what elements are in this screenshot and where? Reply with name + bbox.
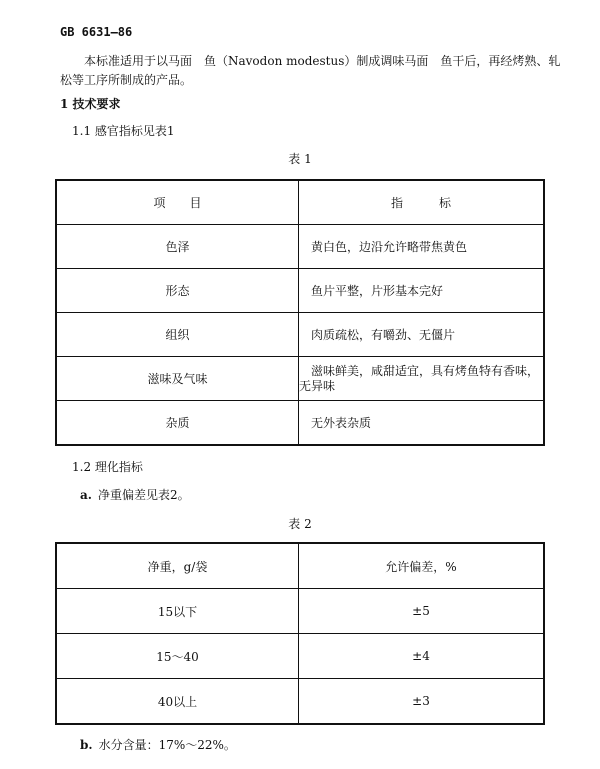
table-cell-item: 杂质	[56, 401, 299, 446]
net-weight-deviation-table	[55, 542, 545, 725]
table-header-item: 项 目	[56, 180, 299, 225]
table-row	[56, 679, 544, 725]
sensory-indicators-table	[55, 179, 545, 446]
list-item-b	[80, 736, 236, 753]
subsection-heading-physicochemical: 1.2 理化指标	[72, 460, 143, 474]
table-cell-indicator: 鱼片平整，片形基本完好	[299, 269, 545, 313]
table-row	[56, 269, 544, 313]
list-text-a: 净重偏差见表2。	[97, 488, 190, 502]
table-header-row	[56, 543, 544, 589]
table-cell-deviation: ±5	[299, 589, 545, 634]
table-cell-net-weight: 15～40	[56, 634, 299, 679]
subsection-heading-sensory: 1.1 感官指标见表1	[72, 124, 175, 138]
table-row	[56, 589, 544, 634]
table-2-caption: 表 2	[288, 517, 312, 531]
table-row	[56, 357, 544, 401]
table-cell-item: 滋味及气味	[56, 357, 299, 401]
intro-paragraph-line-1: 本标准适用于以马面 鱼（Navodon modestus）制成调味马面 鱼干后，再经烤熟、轧	[84, 54, 561, 68]
table-cell-net-weight: 15以下	[56, 589, 299, 634]
table-cell-deviation: ±3	[299, 679, 545, 725]
table-cell-indicator: 黄白色，边沿允许略带焦黄色	[299, 225, 545, 269]
list-marker-b: b.	[80, 738, 93, 752]
section-heading-technical-requirements: 1 技术要求	[60, 97, 121, 111]
table-cell-indicator-line-2: 无异味	[299, 378, 336, 393]
table-cell-deviation: ±4	[299, 634, 545, 679]
table-cell-item: 组织	[56, 313, 299, 357]
table-cell-net-weight: 40以上	[56, 679, 299, 725]
table-row	[56, 634, 544, 679]
table-row	[56, 313, 544, 357]
table-cell-indicator	[299, 357, 545, 401]
standard-number: GB 6631—86	[60, 25, 133, 39]
table-header-net-weight: 净重，g/袋	[56, 543, 299, 589]
table-row	[56, 225, 544, 269]
table-header-indicator: 指 标	[299, 180, 545, 225]
table-cell-indicator: 肉质疏松，有嚼劲、无僵片	[299, 313, 545, 357]
table-1-caption: 表 1	[288, 152, 312, 166]
table-cell-item: 色泽	[56, 225, 299, 269]
table-cell-indicator: 无外表杂质	[299, 401, 545, 446]
list-text-b: 水分含量：17%～22%。	[98, 738, 236, 752]
list-marker-a: a.	[80, 488, 92, 502]
table-row	[56, 401, 544, 446]
table-header-allowed-deviation: 允许偏差，%	[299, 543, 545, 589]
table-header-row	[56, 180, 544, 225]
intro-paragraph-line-2: 松等工序所制成的产品。	[60, 73, 193, 87]
list-item-a	[80, 486, 190, 503]
table-cell-item: 形态	[56, 269, 299, 313]
table-cell-indicator-line-1: 滋味鲜美，咸甜适宜，具有烤鱼特有香味，	[311, 363, 540, 378]
